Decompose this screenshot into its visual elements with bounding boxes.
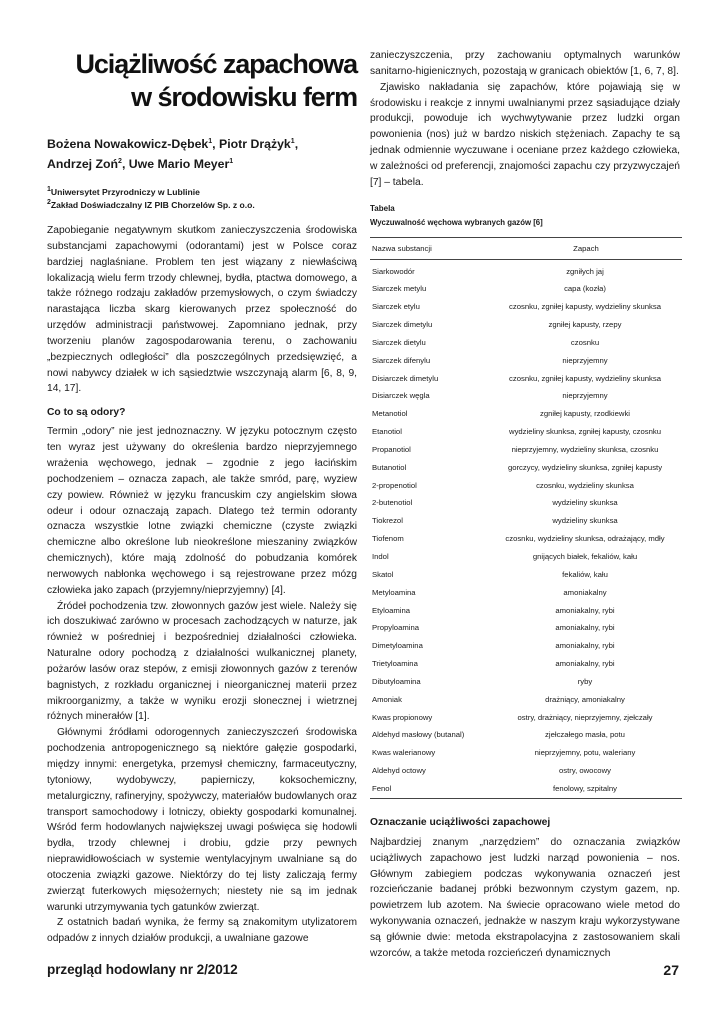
section-heading-oznaczanie: Oznaczanie uciążliwości zapachowej — [370, 816, 551, 828]
table-row — [370, 548, 682, 566]
section1-paragraph-3: Głównymi źródłami odorogennych zanieczyszczeń środowiska pochodzenia antropogenicznego są niektóre gałęzie gospodarki, między innymi: energetyka, przemysł chemiczny, farmaceutyczny, tytoniowy, wydobywczy, papierniczy, koksochemiczny, metalurgiczny, rafineryjny, spożywczy, materiałów budowlanych oraz transport samochodowy i lotniczy, obiekty gospodarki komunalnej. Wśród ferm hodowlanych największej uwagi poświęca się hodowli bydła, trzody chlewnej i drobiu, gdzie przy pewnych nieprawidłowościach w systemie wentylacyjnym uwalniane są do otoczenia związki gazowe. Niektórzy do tej listy zaliczają fermy zwierząt futerkowych mięsożernych; niestety nie są im jednak warunki utrzymywania tych gatunków zwierząt. — [47, 727, 357, 913]
table-row — [370, 334, 682, 352]
odour-table — [370, 237, 682, 799]
authors-line-1 — [47, 134, 357, 154]
odour-cell: amoniakalny, rybi — [555, 605, 615, 615]
odour-cell: fenolowy, szpitalny — [488, 780, 682, 798]
table-header-odour: Zapach — [488, 237, 682, 259]
substance-cell: Siarczek dimetylu — [372, 320, 433, 330]
affiliations — [47, 186, 357, 211]
substance-cell: Kwas propionowy — [372, 712, 433, 722]
substance-cell: 2-butenotiol — [372, 498, 413, 508]
table-row — [370, 602, 682, 620]
odour-cell: zgniłej kapusty, rzodkiewki — [539, 409, 630, 419]
substance-cell: Siarczek metylu — [372, 284, 427, 294]
affiliation-2 — [47, 199, 357, 212]
odour-cell: capa (kozła) — [564, 284, 606, 294]
title-line-2: w środowisku ferm — [131, 82, 357, 112]
intro-paragraph: Zapobieganie negatywnym skutkom zanieczyszczenia środowiska substancjami zapachowymi (odorantami) jest w Polsce coraz bardziej naglaśniane. Problem ten jest wiązany z niewłaściwą lokalizacją wielu ferm trzody chlewnej, bydła, ptactwa domowego, a także różnego rodzaju zakładów przemysłowych, o czym świadczy narastająca liczba skarg kierowanych przez społeczność do urzędów administracji państwowej. Zapomniano jednak, przy tworzeniu planów zagospodarowania terenu, o zachowaniu „bezpiecznych odległości” dla poszczególnych przedsięwzięć, a nowi nabywcy działek w ich sąsiedztwie wszczynają alarm [6, 8, 9, 14, 17]. — [47, 225, 357, 395]
odour-cell: czosnku, wydzieliny skunksa, odrażający, mdły — [505, 534, 665, 544]
odour-cell: drażniący, amoniakalny — [545, 694, 625, 704]
odour-cell: czosnku, zgniłej kapusty, wydzieliny skunksa — [509, 373, 661, 383]
table-row — [370, 316, 682, 334]
odour-cell: nieprzyjemny — [562, 391, 608, 401]
substance-cell: Siarczek dietylu — [372, 337, 426, 347]
right-paragraph-2: Zjawisko nakładania się zapachów, które pojawiają się w środowisku i reakcje z innymi uwalnianymi przez sąsiadujące działy produkcji, powoduje ich wychwytywanie przez ludzki organ powonienia (nos) już w bardzo niskich stężeniach. Zapachy te są jednak odmiennie wyczuwane i oceniane przez każdego człowieka, w zależności od preferencji, znajomości zapachu czy przyzwyczajeń [7] – tabela. — [370, 81, 680, 188]
odour-cell: czosnku, zgniłej kapusty, wydzieliny skunksa — [509, 302, 661, 312]
authors-line-2 — [47, 154, 357, 174]
article-title — [47, 48, 357, 114]
page-number: 27 — [663, 962, 679, 978]
table-header-substance: Nazwa substancji — [370, 237, 488, 259]
table-row — [370, 405, 682, 423]
table-body — [370, 259, 682, 798]
substance-cell: Etyloamina — [372, 605, 411, 615]
odour-cell: ostry, drażniący, nieprzyjemny, zjełczały — [517, 712, 653, 722]
table-row — [370, 512, 682, 530]
affiliation-sup: 2 — [47, 198, 51, 206]
odour-cell: amoniakalny, rybi — [555, 641, 615, 651]
table-row — [370, 673, 682, 691]
substance-cell: Metanotiol — [372, 409, 408, 419]
odour-cell: nieprzyjemny, potu, waleriany — [534, 748, 636, 758]
table-row — [370, 691, 682, 709]
substance-cell: Aldehyd masłowy (butanal) — [372, 730, 465, 740]
table-row — [370, 780, 682, 798]
table-row — [370, 727, 682, 745]
substance-cell: Siarczek difenylu — [372, 355, 431, 365]
substance-cell: Aldehyd octowy — [372, 766, 426, 776]
table-row — [370, 566, 682, 584]
odour-cell: amoniakalny — [563, 587, 607, 597]
substance-cell: Propyloamina — [372, 623, 420, 633]
substance-cell: Skatol — [372, 569, 394, 579]
odour-cell: nieprzyjemny — [562, 355, 608, 365]
odour-cell: wydzieliny skunksa — [552, 516, 618, 526]
odour-cell: amoniakalny, rybi — [555, 659, 615, 669]
authors — [47, 134, 357, 174]
odour-cell: gnijących białek, fekaliów, kału — [532, 552, 638, 562]
odour-cell: zjełczałego masła, potu — [545, 730, 625, 740]
affiliation-sup: 1 — [47, 186, 51, 194]
substance-cell: Indol — [372, 552, 389, 562]
substance-cell: Dibutyloamina — [372, 676, 421, 686]
author-sup: 1 — [229, 157, 234, 165]
table-row — [370, 459, 682, 477]
section1-paragraph-1: Termin „odory” nie jest jednoznaczny. W języku potocznym często ten wyraz jest używany do określenia bardzo nieprzyjemnego wrażenia węchowego, jednak – zgodnie z jego łacińskim pochodzeniem – oznacza zapach, ale także smród, parę, wyziew czy powiew. Również w języku francuskim czy angielskim słowa odeur i odour oznaczają zapach. Dlatego też termin odoranty oznacza wszystkie lotne związki chemiczne (czyste związki chemiczne albo określone lub nieokreślone mieszaniny związków chemicznych), które mają zdolność do pobudzania komórek nerwowych nabłonka węchowego i są rejestrowane przez mózg człowieka jako zapach (przyjemny/nieprzyjemny) [4]. — [47, 426, 357, 596]
table-row — [370, 370, 682, 388]
substance-cell: Tiofenom — [372, 534, 404, 544]
table-row — [370, 530, 682, 548]
substance-cell: Metyloamina — [372, 587, 416, 597]
odour-cell: zgniłej kapusty, rzepy — [548, 320, 622, 330]
right-column — [370, 48, 680, 962]
odour-cell: czosnku — [570, 337, 600, 347]
section-heading-odory: Co to są odory? — [47, 407, 126, 419]
author-sup: 2 — [118, 157, 122, 165]
table-label: Tabela — [370, 203, 395, 213]
substance-cell: Butanotiol — [372, 462, 407, 472]
author-separator: , — [212, 137, 220, 151]
table-row — [370, 655, 682, 673]
substance-cell: Fenol — [370, 780, 488, 798]
odour-cell: ostry, owocowy — [559, 766, 611, 776]
substance-cell: Tiokrezol — [372, 516, 403, 526]
odour-cell: ryby — [577, 676, 593, 686]
table-row — [370, 477, 682, 495]
section1-paragraph-4: Z ostatnich badań wynika, że fermy są znakomitym utylizatorem odpadów z innych działów produkcji, a uwalniane gazowe — [47, 917, 357, 945]
section2-paragraph: Najbardziej znanym „narzędziem” do oznaczania związków uciążliwych zapachowo jest ludzki narząd powonienia – nos. Głównym zabiegiem podczas wykonywania oznaczeń jest rozcieńczanie badanej próbki bezwonnym czystym gazem, np. powietrzem lub azotem. Na świecie opracowano wiele metod do wykonywania oznaczeń, jednakże w naszym kraju wykorzystywane są głównie dwie: metoda ekstrapolacyjna z zastosowaniem skali wzorców, a także metoda rozcieńczeń dynamicznych — [370, 836, 680, 959]
affiliation-1 — [47, 186, 357, 199]
author-sup: 1 — [290, 137, 295, 145]
title-line-1: Uciążliwość zapachowa — [75, 49, 357, 79]
table-row — [370, 762, 682, 780]
odour-cell: wydzieliny skunksa, zgniłej kapusty, czosnku — [509, 427, 661, 437]
substance-cell: Amoniak — [372, 694, 402, 704]
affiliation-text: Zakład Doświadczalny IZ PIB Chorzelów Sp. z o.o. — [50, 199, 255, 210]
author-sup: 1 — [208, 137, 213, 145]
table-caption: Wyczuwalność węchowa wybranych gazów [6] — [370, 217, 543, 227]
odour-cell: amoniakalny, rybi — [555, 623, 615, 633]
left-column — [47, 48, 357, 947]
odour-cell: nieprzyjemny, wydzieliny skunksa, czosnku — [511, 444, 659, 454]
substance-cell: Dimetyloamina — [372, 641, 423, 651]
substance-cell: 2-propenotiol — [372, 480, 417, 490]
odour-cell: fekaliów, kału — [562, 569, 608, 579]
author-name: Piotr Drążyk — [219, 137, 291, 151]
odour-cell: gorczycy, wydzieliny skunksa, zgniłej kapusty — [507, 462, 663, 472]
table-row — [370, 388, 682, 406]
author-name: Uwe Mario Meyer — [128, 157, 230, 171]
table-row — [370, 352, 682, 370]
table-row — [370, 280, 682, 298]
table-row — [370, 259, 682, 280]
substance-cell: Disiarczek węgla — [372, 391, 430, 401]
table-row — [370, 709, 682, 727]
author-separator: , — [294, 137, 299, 151]
table-row — [370, 298, 682, 316]
author-name: Andrzej Zoń — [47, 157, 119, 171]
odour-cell: czosnku, wydzieliny skunksa — [536, 480, 634, 490]
substance-cell: Disiarczek dimetylu — [372, 373, 439, 383]
journal-footer: przegląd hodowlany nr 2/2012 — [47, 962, 238, 977]
affiliation-text: Uniwersytet Przyrodniczy w Lublinie — [50, 187, 200, 197]
table-row — [370, 423, 682, 441]
odour-cell: wydzieliny skunksa — [552, 498, 618, 508]
author-name: Bożena Nowakowicz-Dębek — [47, 137, 209, 151]
odour-cell: zgniłych jaj — [566, 266, 604, 276]
substance-cell: Trietyloamina — [372, 659, 418, 669]
substance-cell: Propanotiol — [372, 444, 411, 454]
section1-paragraph-2: Źródeł pochodzenia tzw. złowonnych gazów jest wiele. Należy się ich doszukiwać zarówno w procesach zachodzących w naturze, jak również w pośredniej i bezpośredniej działalności człowieka. Naturalne odory pochodzą z działalności wulkanicznej planety, pożarów lasów oraz stepów, z emisji złowonnych gazów z terenów bagnistych, z rozkładu organicznej i nieorganicznej materii przez mikroorganizmy, a także w wyniku erozji słonecznej i wietrznej różnych minerałów [1]. — [47, 600, 357, 723]
right-paragraph-1: zanieczyszczenia, przy zachowaniu optymalnych warunków sanitarno-higienicznych, pozostają w granicach obiektów [1, 6, 7, 8]. — [370, 50, 680, 77]
author-separator: , — [121, 157, 129, 171]
table-row — [370, 744, 682, 762]
substance-cell: Siarczek etylu — [372, 302, 420, 312]
table-header-row — [370, 237, 682, 259]
table-row — [370, 637, 682, 655]
table-row — [370, 441, 682, 459]
substance-cell: Etanotiol — [372, 427, 402, 437]
table-row — [370, 619, 682, 637]
substance-cell: Kwas walerianowy — [372, 748, 436, 758]
table-row — [370, 584, 682, 602]
substance-cell: Siarkowodór — [372, 266, 415, 276]
table-row — [370, 495, 682, 513]
